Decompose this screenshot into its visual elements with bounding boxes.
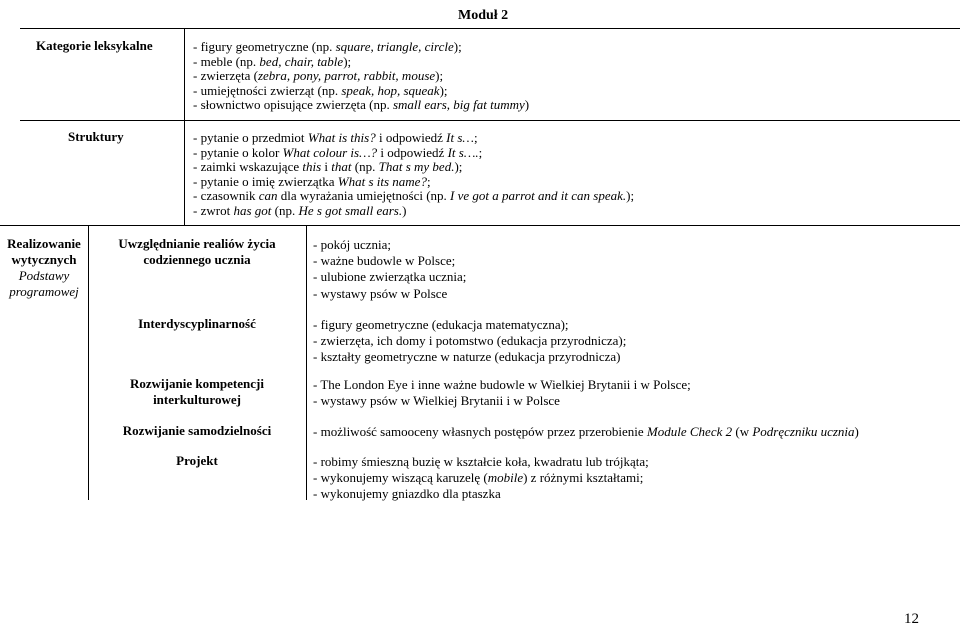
section-heading [88, 423, 306, 439]
italic-text: bed, chair, table [259, 53, 344, 69]
text-segment: - meble (np. [193, 53, 260, 69]
text-segment: - The London Eye i inne ważne budowle w Wielkiej Brytanii i w Polsce; [313, 377, 691, 392]
italic-text: What colour is…? [282, 144, 378, 160]
text-segment: ); [454, 159, 463, 175]
italic-text: mobile [487, 470, 524, 486]
italic-text: Module Check 2 [646, 424, 733, 439]
text-segment: i odpowiedź [375, 130, 447, 145]
text-segment: - kształty geometryczne w naturze (edukacja przyrodnicza) [313, 349, 621, 365]
section-item [313, 393, 560, 408]
italic-text: Podręczniku ucznia [752, 424, 855, 439]
text-segment: - robimy śmieszną buzię w kształcie koła, kwadratu lub trójkąta; [313, 454, 649, 469]
table-top-border [20, 28, 960, 29]
italic-text: small ears, big fat tummy [392, 97, 525, 113]
italic-text: this [302, 159, 322, 175]
list-item [193, 83, 448, 98]
page-number: 12 [904, 611, 919, 627]
text-segment: - wystawy psów w Wielkiej Brytanii i w Polsce [313, 393, 560, 409]
text-segment: - słownictwo opisujące zwierzęta (np. [193, 97, 393, 113]
text-segment: - ważne budowle w Polsce; [313, 253, 456, 269]
text-segment: - pokój ucznia; [313, 237, 391, 252]
section-heading-line: interkulturowej [153, 392, 241, 407]
italic-text: square, triangle, circle [335, 39, 454, 54]
section-heading-line: Projekt [176, 453, 218, 468]
text-segment: - ulubione zwierzątka ucznia; [313, 269, 467, 285]
list-item [193, 159, 462, 174]
text-segment: (w [732, 424, 753, 439]
list-item [193, 203, 406, 218]
text-segment: - zwierzęta ( [193, 68, 258, 84]
realizowanie-line-1: Realizowanie [7, 236, 81, 251]
section-heading [88, 236, 306, 268]
text-segment: dla wyrażania umiejętności (np. [277, 188, 451, 204]
text-segment: ; [478, 144, 483, 160]
italic-text: It s… [446, 130, 474, 145]
text-segment: (np. [271, 203, 299, 218]
text-segment: - pytanie o imię zwierzątka [193, 173, 338, 189]
list-item [193, 68, 443, 83]
text-segment: - czasownik [193, 188, 259, 204]
section-item [313, 237, 391, 252]
text-segment: ); [435, 68, 444, 84]
kategorie-label: Kategorie leksykalne [36, 38, 153, 53]
list-item [193, 174, 431, 189]
italic-text: speak, hop, squeak [341, 82, 440, 98]
text-segment: ) [402, 203, 407, 218]
section-heading-line: Rozwijanie kompetencji [130, 376, 264, 391]
italic-text: I ve got a parrot and it can speak. [450, 188, 627, 204]
list-item [193, 39, 462, 54]
italic-text: can [258, 188, 278, 204]
text-segment: ) [524, 97, 530, 113]
section-heading [88, 453, 306, 469]
italic-text: It s…. [447, 144, 479, 160]
text-segment: ; [473, 130, 478, 145]
list-item [193, 145, 482, 160]
text-segment: - pytanie o kolor [193, 144, 283, 160]
section-item [313, 454, 649, 469]
text-segment: ); [439, 82, 448, 98]
text-segment: - zwierzęta, ich domy i potomstwo (edukacja przyrodnicza); [313, 333, 627, 349]
italic-text: That s my bed. [378, 159, 455, 175]
text-segment: - figury geometryczne (np. [193, 39, 336, 54]
text-segment: - zwrot [193, 203, 234, 218]
italic-text: What is this? [307, 130, 376, 145]
text-segment: (np. [351, 159, 379, 175]
italic-text: He s got small ears. [298, 203, 403, 218]
text-segment: - pytanie o przedmiot [193, 130, 308, 145]
text-segment: - wykonujemy gniazdko dla ptaszka [313, 486, 501, 502]
section-item [313, 333, 626, 348]
text-segment: ; [426, 173, 431, 189]
text-segment: - wystawy psów w Polsce [313, 285, 448, 301]
italic-text: zebra, pony, parrot, rabbit, mouse [257, 68, 436, 84]
module-title: Moduł 2 [458, 8, 509, 23]
section-item [313, 349, 621, 364]
text-segment: - umiejętności zwierząt (np. [193, 82, 342, 98]
realizowanie-label [0, 236, 88, 300]
row-divider-1 [20, 120, 960, 121]
section-item [313, 253, 455, 268]
text-segment: ) [854, 424, 859, 439]
list-item [193, 97, 529, 112]
text-segment: i odpowiedź [377, 144, 448, 160]
text-segment: - zaimki wskazujące [193, 159, 303, 175]
col-divider-mid [306, 225, 307, 500]
section-item [313, 486, 501, 501]
italic-text: What s its name? [337, 173, 427, 189]
realizowanie-line-4: programowej [9, 284, 79, 299]
section-heading-line: Uwzględnianie realiów życia [118, 236, 276, 251]
text-segment: ); [343, 53, 352, 69]
section-item [313, 269, 466, 284]
struktury-label: Struktury [68, 129, 124, 144]
text-segment: ) z różnymi kształtami; [523, 470, 644, 486]
list-item [193, 54, 351, 69]
section-heading-line: Interdyscyplinarność [138, 316, 256, 331]
realizowanie-line-2: wytycznych [11, 252, 77, 267]
section-heading-line: codziennego ucznia [143, 252, 251, 267]
list-item [193, 130, 478, 145]
text-segment: - wykonujemy wiszącą karuzelę ( [313, 470, 488, 486]
row-divider-2 [0, 225, 960, 226]
col-divider-1 [184, 28, 185, 225]
section-item [313, 470, 643, 485]
italic-text: that [331, 159, 352, 175]
realizowanie-line-3: Podstawy [18, 268, 70, 283]
section-item [313, 317, 569, 332]
text-segment: - figury geometryczne (edukacja matematyczna); [313, 317, 569, 332]
text-segment: - możliwość samooceny własnych postępów przez przerobienie [313, 424, 647, 439]
text-segment: ); [626, 188, 635, 204]
section-heading [88, 376, 306, 408]
text-segment: i [321, 159, 332, 175]
section-item [313, 286, 447, 301]
text-segment: ); [453, 39, 462, 54]
section-heading-line: Rozwijanie samodzielności [122, 423, 272, 438]
italic-text: has got [233, 203, 272, 218]
section-heading [88, 316, 306, 332]
section-item [313, 377, 691, 392]
list-item [193, 188, 634, 203]
section-item [313, 424, 859, 439]
